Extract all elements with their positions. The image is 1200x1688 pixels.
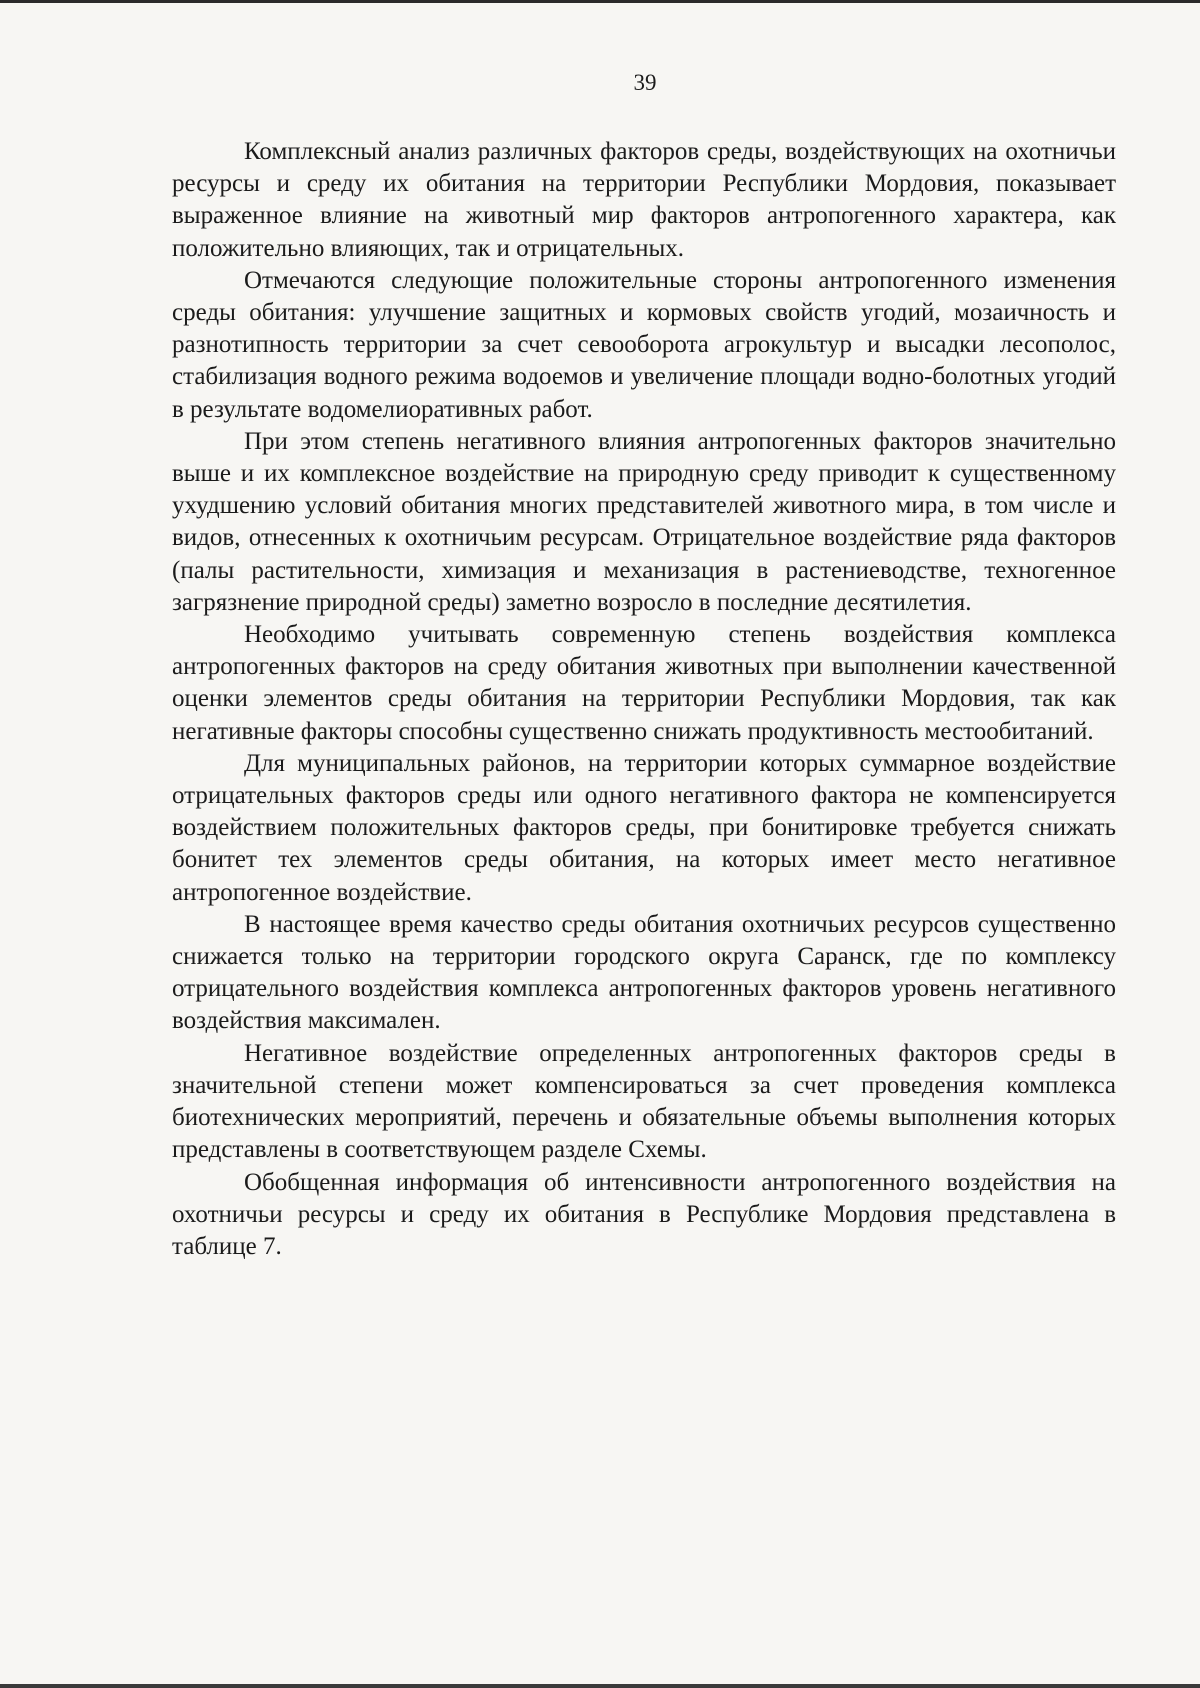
paragraph: Обобщенная информация об интенсивности антропогенного воздействия на охотничьи ресурсы и среду их обитания в Республике Мордовия представлена в таблице 7. bbox=[172, 1168, 1116, 1260]
paragraph: В настоящее время качество среды обитания охотничьих ресурсов существенно снижается только на территории городского округа Саранск, где по комплексу отрицательного воздействия комплекса антропогенных факторов уровень негативного воздействия максимален. bbox=[172, 910, 1116, 1035]
paragraph: Комплексный анализ различных факторов среды, воздействующих на охотничьи ресурсы и среду их обитания на территории Республики Мордовия, показывает выраженное влияние на животный мир факторов антропогенного характера, как положительно влияющих, так и отрицательных. bbox=[172, 138, 1116, 262]
page-number: 39 bbox=[633, 70, 657, 95]
paragraph: Необходимо учитывать современную степень воздействия комплекса антропогенных факторов на среду обитания животных при выполнении качественной оценки элементов среды обитания на территории Республики Мордовия, так как негативные факторы способны существенно снижать продуктивность местообитаний. bbox=[172, 621, 1116, 745]
document-body bbox=[172, 136, 1116, 1263]
paragraph: Отмечаются следующие положительные стороны антропогенного изменения среды обитания: улучшение защитных и кормовых свойств угодий, мозаичность и разнотипность территории за счет севооборота агрокультур и высадки лесополос, стабилизация водного режима водоемов и увеличение площади водно-болотных угодий в результате водомелиоративных работ. bbox=[172, 266, 1116, 423]
paragraph: Негативное воздействие определенных антропогенных факторов среды в значительной степени может компенсироваться за счет проведения комплекса биотехнических мероприятий, перечень и обязательные объемы выполнения которых представлены в соответствующем разделе Схемы. bbox=[172, 1039, 1116, 1164]
paragraph: При этом степень негативного влияния антропогенных факторов значительно выше и их комплексное воздействие на природную среду приводит к существенному ухудшению условий обитания многих представителей животного мира, в том числе и видов, отнесенных к охотничьим ресурсам. Отрицательное воздействие ряда факторов (палы растительности, химизация и механизация в растениеводстве, техногенное загрязнение природной среды) заметно возросло в последние десятилетия. bbox=[172, 427, 1116, 616]
paragraph: Для муниципальных районов, на территории которых суммарное воздействие отрицательных факторов среды или одного негативного фактора не компенсируется воздействием положительных факторов среды, при бонитировке требуется снижать бонитет тех элементов среды обитания, на которых имеет место негативное антропогенное воздействие. bbox=[172, 749, 1116, 906]
